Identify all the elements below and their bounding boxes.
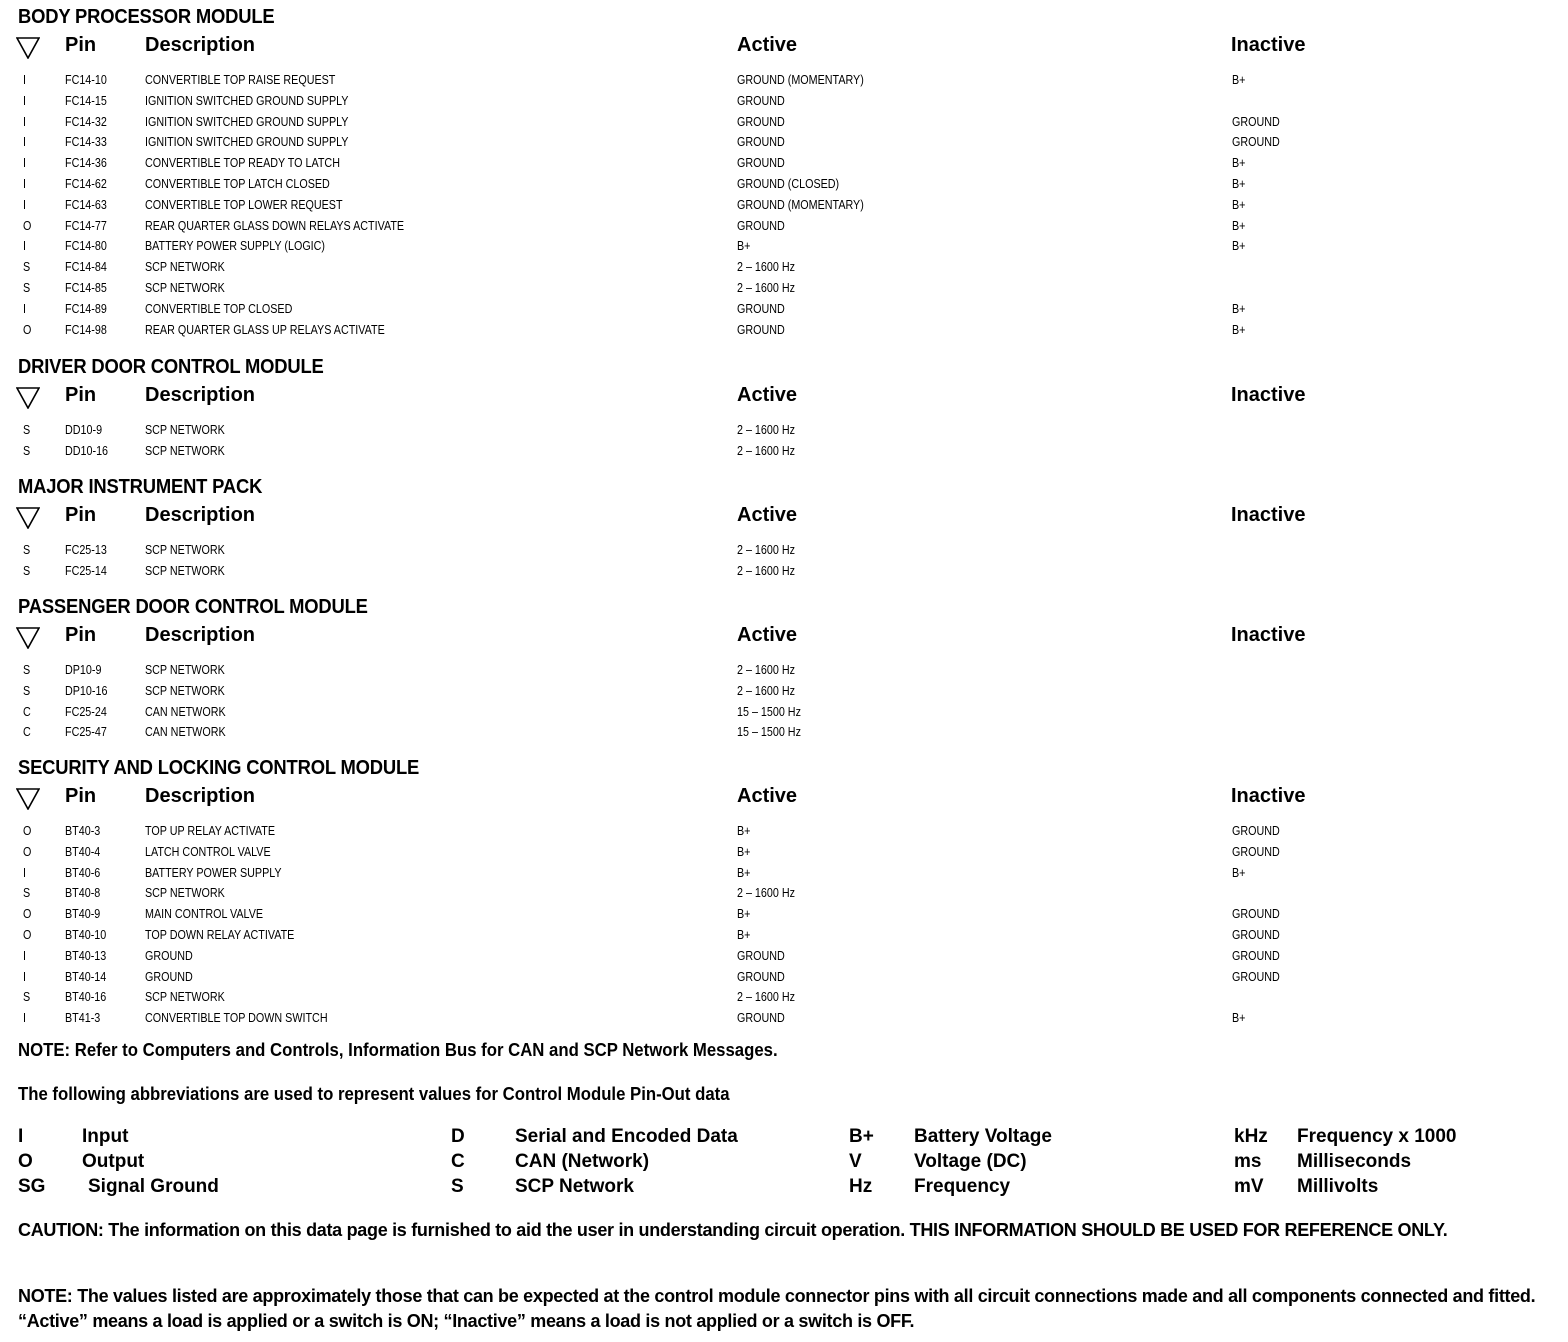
- pin-number: FC25-47: [65, 725, 107, 740]
- active-value: 2 – 1600 Hz: [737, 423, 795, 437]
- pin-type: S: [23, 443, 31, 458]
- table-row: [0, 928, 1568, 949]
- pin-description: IGNITION SWITCHED GROUND SUPPLY: [145, 93, 349, 108]
- pin-number: FC25-24: [65, 704, 107, 719]
- pin-description: GROUND: [145, 969, 193, 984]
- active-value: GROUND: [737, 218, 785, 233]
- table-row: [0, 219, 1568, 240]
- triangle-icon: [16, 37, 40, 59]
- pin-description: MAIN CONTROL VALVE: [145, 907, 264, 922]
- pin-number: FC14-32: [65, 114, 107, 129]
- header-pin: Pin: [65, 504, 97, 526]
- header-description: Description: [145, 384, 256, 406]
- header-active: Active: [737, 34, 798, 56]
- active-value: GROUND: [737, 301, 785, 316]
- pin-description: TOP DOWN RELAY ACTIVATE: [145, 928, 295, 942]
- pin-description: BATTERY POWER SUPPLY: [145, 865, 282, 880]
- active-value: B+: [737, 239, 751, 254]
- pin-description: GROUND: [145, 948, 193, 963]
- active-value: GROUND: [737, 969, 785, 984]
- active-value: 2 – 1600 Hz: [737, 281, 795, 295]
- table-row: [0, 866, 1568, 887]
- table-header: [0, 624, 1568, 656]
- table-row: [0, 281, 1568, 302]
- pin-description: BATTERY POWER SUPPLY (LOGIC): [145, 239, 326, 254]
- pin-type: I: [23, 177, 26, 191]
- table-row: [0, 444, 1568, 465]
- pin-number: FC14-33: [65, 135, 107, 150]
- abbr-code: V: [849, 1151, 862, 1172]
- table-row: [0, 239, 1568, 260]
- inactive-value: B+: [1232, 301, 1246, 316]
- active-value: 2 – 1600 Hz: [737, 683, 795, 698]
- inactive-value: B+: [1232, 865, 1246, 880]
- pin-description: REAR QUARTER GLASS DOWN RELAYS ACTIVATE: [145, 218, 405, 233]
- inactive-value: GROUND: [1232, 135, 1280, 150]
- abbr-meaning: Frequency: [914, 1176, 1011, 1197]
- inactive-value: B+: [1232, 322, 1246, 337]
- abbr-code: SG: [18, 1176, 46, 1197]
- active-value: 15 – 1500 Hz: [737, 704, 801, 719]
- pin-number: FC14-62: [65, 177, 107, 191]
- abbr-code: kHz: [1234, 1126, 1268, 1147]
- active-value: 2 – 1600 Hz: [737, 443, 795, 458]
- table-header: [0, 504, 1568, 536]
- header-active: Active: [737, 504, 798, 526]
- inactive-value: GROUND: [1232, 844, 1280, 859]
- header-inactive: Inactive: [1231, 785, 1306, 807]
- pin-description: TOP UP RELAY ACTIVATE: [145, 824, 276, 838]
- pin-type: O: [23, 844, 32, 859]
- table-row: [0, 990, 1568, 1011]
- active-value: 2 – 1600 Hz: [737, 886, 795, 901]
- pin-number: BT40-6: [65, 865, 101, 880]
- pin-type: O: [23, 907, 32, 922]
- pin-description: SCP NETWORK: [145, 683, 225, 698]
- abbr-code: C: [451, 1151, 465, 1172]
- table-row: [0, 949, 1568, 970]
- section-title: PASSENGER DOOR CONTROL MODULE: [18, 596, 368, 618]
- header-pin: Pin: [65, 624, 97, 646]
- pin-number: BT40-4: [65, 844, 101, 859]
- pin-type: O: [23, 824, 32, 838]
- pin-description: CONVERTIBLE TOP DOWN SWITCH: [145, 1011, 328, 1026]
- header-inactive: Inactive: [1231, 624, 1306, 646]
- header-description: Description: [145, 504, 256, 526]
- pin-description: CONVERTIBLE TOP LOWER REQUEST: [145, 197, 343, 212]
- table-row: [0, 115, 1568, 136]
- pin-description: CONVERTIBLE TOP READY TO LATCH: [145, 156, 340, 171]
- pin-description: CAN NETWORK: [145, 725, 226, 740]
- table-header: [0, 384, 1568, 416]
- values-note: NOTE: The values listed are approximately those that can be expected at the control module connector pins with all circuit connections made and all components connected and fitted. “Active” means a load is applied or a switch is ON; “Inactive” means a load is not applied or a switch is OFF.: [18, 1286, 1536, 1331]
- header-active: Active: [737, 384, 798, 406]
- abbr-meaning: SCP Network: [515, 1176, 634, 1197]
- table-row: [0, 302, 1568, 323]
- pin-number: FC25-13: [65, 543, 107, 557]
- table-row: [0, 198, 1568, 219]
- header-description: Description: [145, 785, 256, 807]
- pin-number: FC14-15: [65, 93, 107, 108]
- active-value: B+: [737, 824, 751, 838]
- table-row: [0, 1011, 1568, 1032]
- pin-number: FC14-10: [65, 73, 107, 87]
- inactive-value: GROUND: [1232, 824, 1280, 838]
- pin-type: S: [23, 260, 31, 275]
- inactive-value: GROUND: [1232, 114, 1280, 129]
- table-row: [0, 663, 1568, 684]
- table-row: [0, 135, 1568, 156]
- pin-type: S: [23, 663, 31, 677]
- pin-number: BT41-3: [65, 1011, 101, 1026]
- abbr-meaning: Millivolts: [1297, 1176, 1379, 1197]
- pin-type: O: [23, 322, 32, 337]
- pin-type: I: [23, 135, 26, 150]
- active-value: 2 – 1600 Hz: [737, 563, 795, 578]
- inactive-value: B+: [1232, 177, 1246, 191]
- inactive-value: GROUND: [1232, 948, 1280, 963]
- table-row: [0, 156, 1568, 177]
- header-pin: Pin: [65, 384, 97, 406]
- active-value: GROUND (CLOSED): [737, 177, 840, 191]
- pin-number: FC14-98: [65, 322, 107, 337]
- table-row: [0, 323, 1568, 344]
- table-row: [0, 907, 1568, 928]
- pin-number: BT40-8: [65, 886, 101, 901]
- pin-description: SCP NETWORK: [145, 663, 225, 677]
- table-row: [0, 684, 1568, 705]
- active-value: B+: [737, 907, 751, 922]
- pin-type: S: [23, 543, 31, 557]
- abbr-meaning: Voltage (DC): [914, 1151, 1027, 1172]
- pin-type: I: [23, 969, 26, 984]
- pin-number: BT40-16: [65, 990, 107, 1005]
- section-title: MAJOR INSTRUMENT PACK: [18, 476, 263, 498]
- pin-type: O: [23, 218, 32, 233]
- pin-number: DD10-9: [65, 423, 103, 437]
- inactive-value: GROUND: [1232, 928, 1280, 942]
- pin-type: I: [23, 156, 26, 171]
- pin-number: FC14-80: [65, 239, 107, 254]
- abbr-meaning: CAN (Network): [515, 1151, 650, 1172]
- active-value: B+: [737, 865, 751, 880]
- table-row: [0, 845, 1568, 866]
- table-row: [0, 177, 1568, 198]
- pin-type: I: [23, 73, 26, 87]
- active-value: 2 – 1600 Hz: [737, 260, 795, 275]
- triangle-icon: [16, 627, 40, 649]
- header-inactive: Inactive: [1231, 384, 1306, 406]
- pin-type: S: [23, 563, 31, 578]
- pin-type: C: [23, 704, 31, 719]
- pin-type: I: [23, 1011, 26, 1026]
- section-title: BODY PROCESSOR MODULE: [18, 6, 275, 28]
- pin-description: SCP NETWORK: [145, 886, 225, 901]
- abbreviations-legend: [0, 1126, 1568, 1204]
- pin-description: SCP NETWORK: [145, 260, 225, 275]
- pin-number: DD10-16: [65, 443, 109, 458]
- pin-description: CONVERTIBLE TOP RAISE REQUEST: [145, 73, 336, 87]
- pin-description: SCP NETWORK: [145, 563, 225, 578]
- section-title: DRIVER DOOR CONTROL MODULE: [18, 356, 324, 378]
- pin-type: O: [23, 928, 32, 942]
- pin-type: I: [23, 197, 26, 212]
- pin-type: I: [23, 114, 26, 129]
- header-active: Active: [737, 785, 798, 807]
- header-pin: Pin: [65, 34, 97, 56]
- pin-number: BT40-9: [65, 907, 101, 922]
- pin-number: FC14-36: [65, 156, 107, 171]
- pin-number: BT40-14: [65, 969, 107, 984]
- pin-type: I: [23, 865, 26, 880]
- abbreviations-intro: The following abbreviations are used to represent values for Control Module Pin-Out data: [18, 1084, 730, 1104]
- abbr-meaning: Output: [82, 1151, 145, 1172]
- abbr-meaning: Milliseconds: [1297, 1151, 1412, 1172]
- header-description: Description: [145, 624, 256, 646]
- table-row: [0, 94, 1568, 115]
- pin-number: BT40-10: [65, 928, 107, 942]
- active-value: 2 – 1600 Hz: [737, 543, 795, 557]
- inactive-value: B+: [1232, 73, 1246, 87]
- header-inactive: Inactive: [1231, 34, 1306, 56]
- abbr-code: D: [451, 1126, 465, 1147]
- table-row: [0, 260, 1568, 281]
- pin-type: C: [23, 725, 31, 740]
- active-value: GROUND: [737, 1011, 785, 1026]
- abbr-code: I: [18, 1126, 24, 1147]
- pin-description: REAR QUARTER GLASS UP RELAYS ACTIVATE: [145, 322, 385, 337]
- pin-description: SCP NETWORK: [145, 443, 225, 458]
- inactive-value: B+: [1232, 1011, 1246, 1026]
- inactive-value: B+: [1232, 239, 1246, 254]
- pin-number: FC14-85: [65, 281, 107, 295]
- active-value: GROUND: [737, 93, 785, 108]
- pin-description: CAN NETWORK: [145, 704, 226, 719]
- table-row: [0, 725, 1568, 746]
- table-row: [0, 705, 1568, 726]
- pin-number: FC14-77: [65, 218, 107, 233]
- abbr-meaning: Signal Ground: [88, 1176, 219, 1197]
- inactive-value: GROUND: [1232, 907, 1280, 922]
- inactive-value: B+: [1232, 197, 1246, 212]
- caution-text: CAUTION: The information on this data page is furnished to aid the user in understanding circuit operation. THIS INFORMATION SHOULD BE USED FOR REFERENCE ONLY.: [18, 1220, 1448, 1240]
- header-inactive: Inactive: [1231, 504, 1306, 526]
- table-row: [0, 886, 1568, 907]
- pin-number: FC14-84: [65, 260, 107, 275]
- table-row: [0, 824, 1568, 845]
- table-row: [0, 970, 1568, 991]
- pin-type: I: [23, 93, 26, 108]
- pin-number: FC25-14: [65, 563, 107, 578]
- inactive-value: GROUND: [1232, 969, 1280, 984]
- pin-number: BT40-3: [65, 824, 101, 838]
- pin-number: BT40-13: [65, 948, 107, 963]
- abbr-code: S: [451, 1176, 464, 1197]
- abbr-meaning: Frequency x 1000: [1297, 1126, 1457, 1147]
- abbr-code: Hz: [849, 1176, 873, 1197]
- abbr-meaning: Serial and Encoded Data: [515, 1126, 738, 1147]
- pin-type: S: [23, 683, 31, 698]
- pin-type: S: [23, 886, 31, 901]
- active-value: GROUND: [737, 114, 785, 129]
- active-value: 2 – 1600 Hz: [737, 663, 795, 677]
- pin-number: FC14-63: [65, 197, 107, 212]
- pin-description: SCP NETWORK: [145, 543, 225, 557]
- active-value: GROUND: [737, 156, 785, 171]
- table-row: [0, 543, 1568, 564]
- pin-number: DP10-16: [65, 683, 108, 698]
- triangle-icon: [16, 387, 40, 409]
- pin-description: CONVERTIBLE TOP LATCH CLOSED: [145, 177, 330, 191]
- active-value: GROUND: [737, 948, 785, 963]
- network-note: NOTE: Refer to Computers and Controls, Information Bus for CAN and SCP Network Messages.: [18, 1040, 778, 1060]
- active-value: GROUND: [737, 135, 785, 150]
- pin-description: SCP NETWORK: [145, 423, 225, 437]
- pin-type: I: [23, 301, 26, 316]
- pin-description: SCP NETWORK: [145, 990, 225, 1005]
- triangle-icon: [16, 788, 40, 810]
- pin-description: LATCH CONTROL VALVE: [145, 844, 271, 859]
- pin-description: CONVERTIBLE TOP CLOSED: [145, 301, 293, 316]
- header-pin: Pin: [65, 785, 97, 807]
- pin-type: I: [23, 948, 26, 963]
- section-title: SECURITY AND LOCKING CONTROL MODULE: [18, 757, 420, 779]
- active-value: 2 – 1600 Hz: [737, 990, 795, 1005]
- abbr-code: mV: [1234, 1176, 1264, 1197]
- pin-type: I: [23, 239, 26, 254]
- active-value: GROUND (MOMENTARY): [737, 73, 864, 87]
- pin-number: FC14-89: [65, 301, 107, 316]
- abbr-code: B+: [849, 1126, 874, 1147]
- active-value: GROUND: [737, 322, 785, 337]
- table-row: [0, 564, 1568, 585]
- table-header: [0, 34, 1568, 66]
- pin-type: S: [23, 423, 31, 437]
- active-value: 15 – 1500 Hz: [737, 725, 801, 740]
- pin-description: IGNITION SWITCHED GROUND SUPPLY: [145, 135, 349, 150]
- table-header: [0, 785, 1568, 817]
- table-row: [0, 73, 1568, 94]
- pin-type: S: [23, 281, 31, 295]
- header-active: Active: [737, 624, 798, 646]
- header-description: Description: [145, 34, 256, 56]
- abbr-meaning: Input: [82, 1126, 129, 1147]
- active-value: GROUND (MOMENTARY): [737, 197, 864, 212]
- abbr-code: O: [18, 1151, 33, 1172]
- abbr-code: ms: [1234, 1151, 1262, 1172]
- pin-description: IGNITION SWITCHED GROUND SUPPLY: [145, 114, 349, 129]
- abbr-meaning: Battery Voltage: [914, 1126, 1052, 1147]
- active-value: B+: [737, 928, 751, 942]
- triangle-icon: [16, 507, 40, 529]
- inactive-value: B+: [1232, 218, 1246, 233]
- pin-type: S: [23, 990, 31, 1005]
- inactive-value: B+: [1232, 156, 1246, 171]
- active-value: B+: [737, 844, 751, 859]
- pin-number: DP10-9: [65, 663, 102, 677]
- pin-description: SCP NETWORK: [145, 281, 225, 295]
- table-row: [0, 423, 1568, 444]
